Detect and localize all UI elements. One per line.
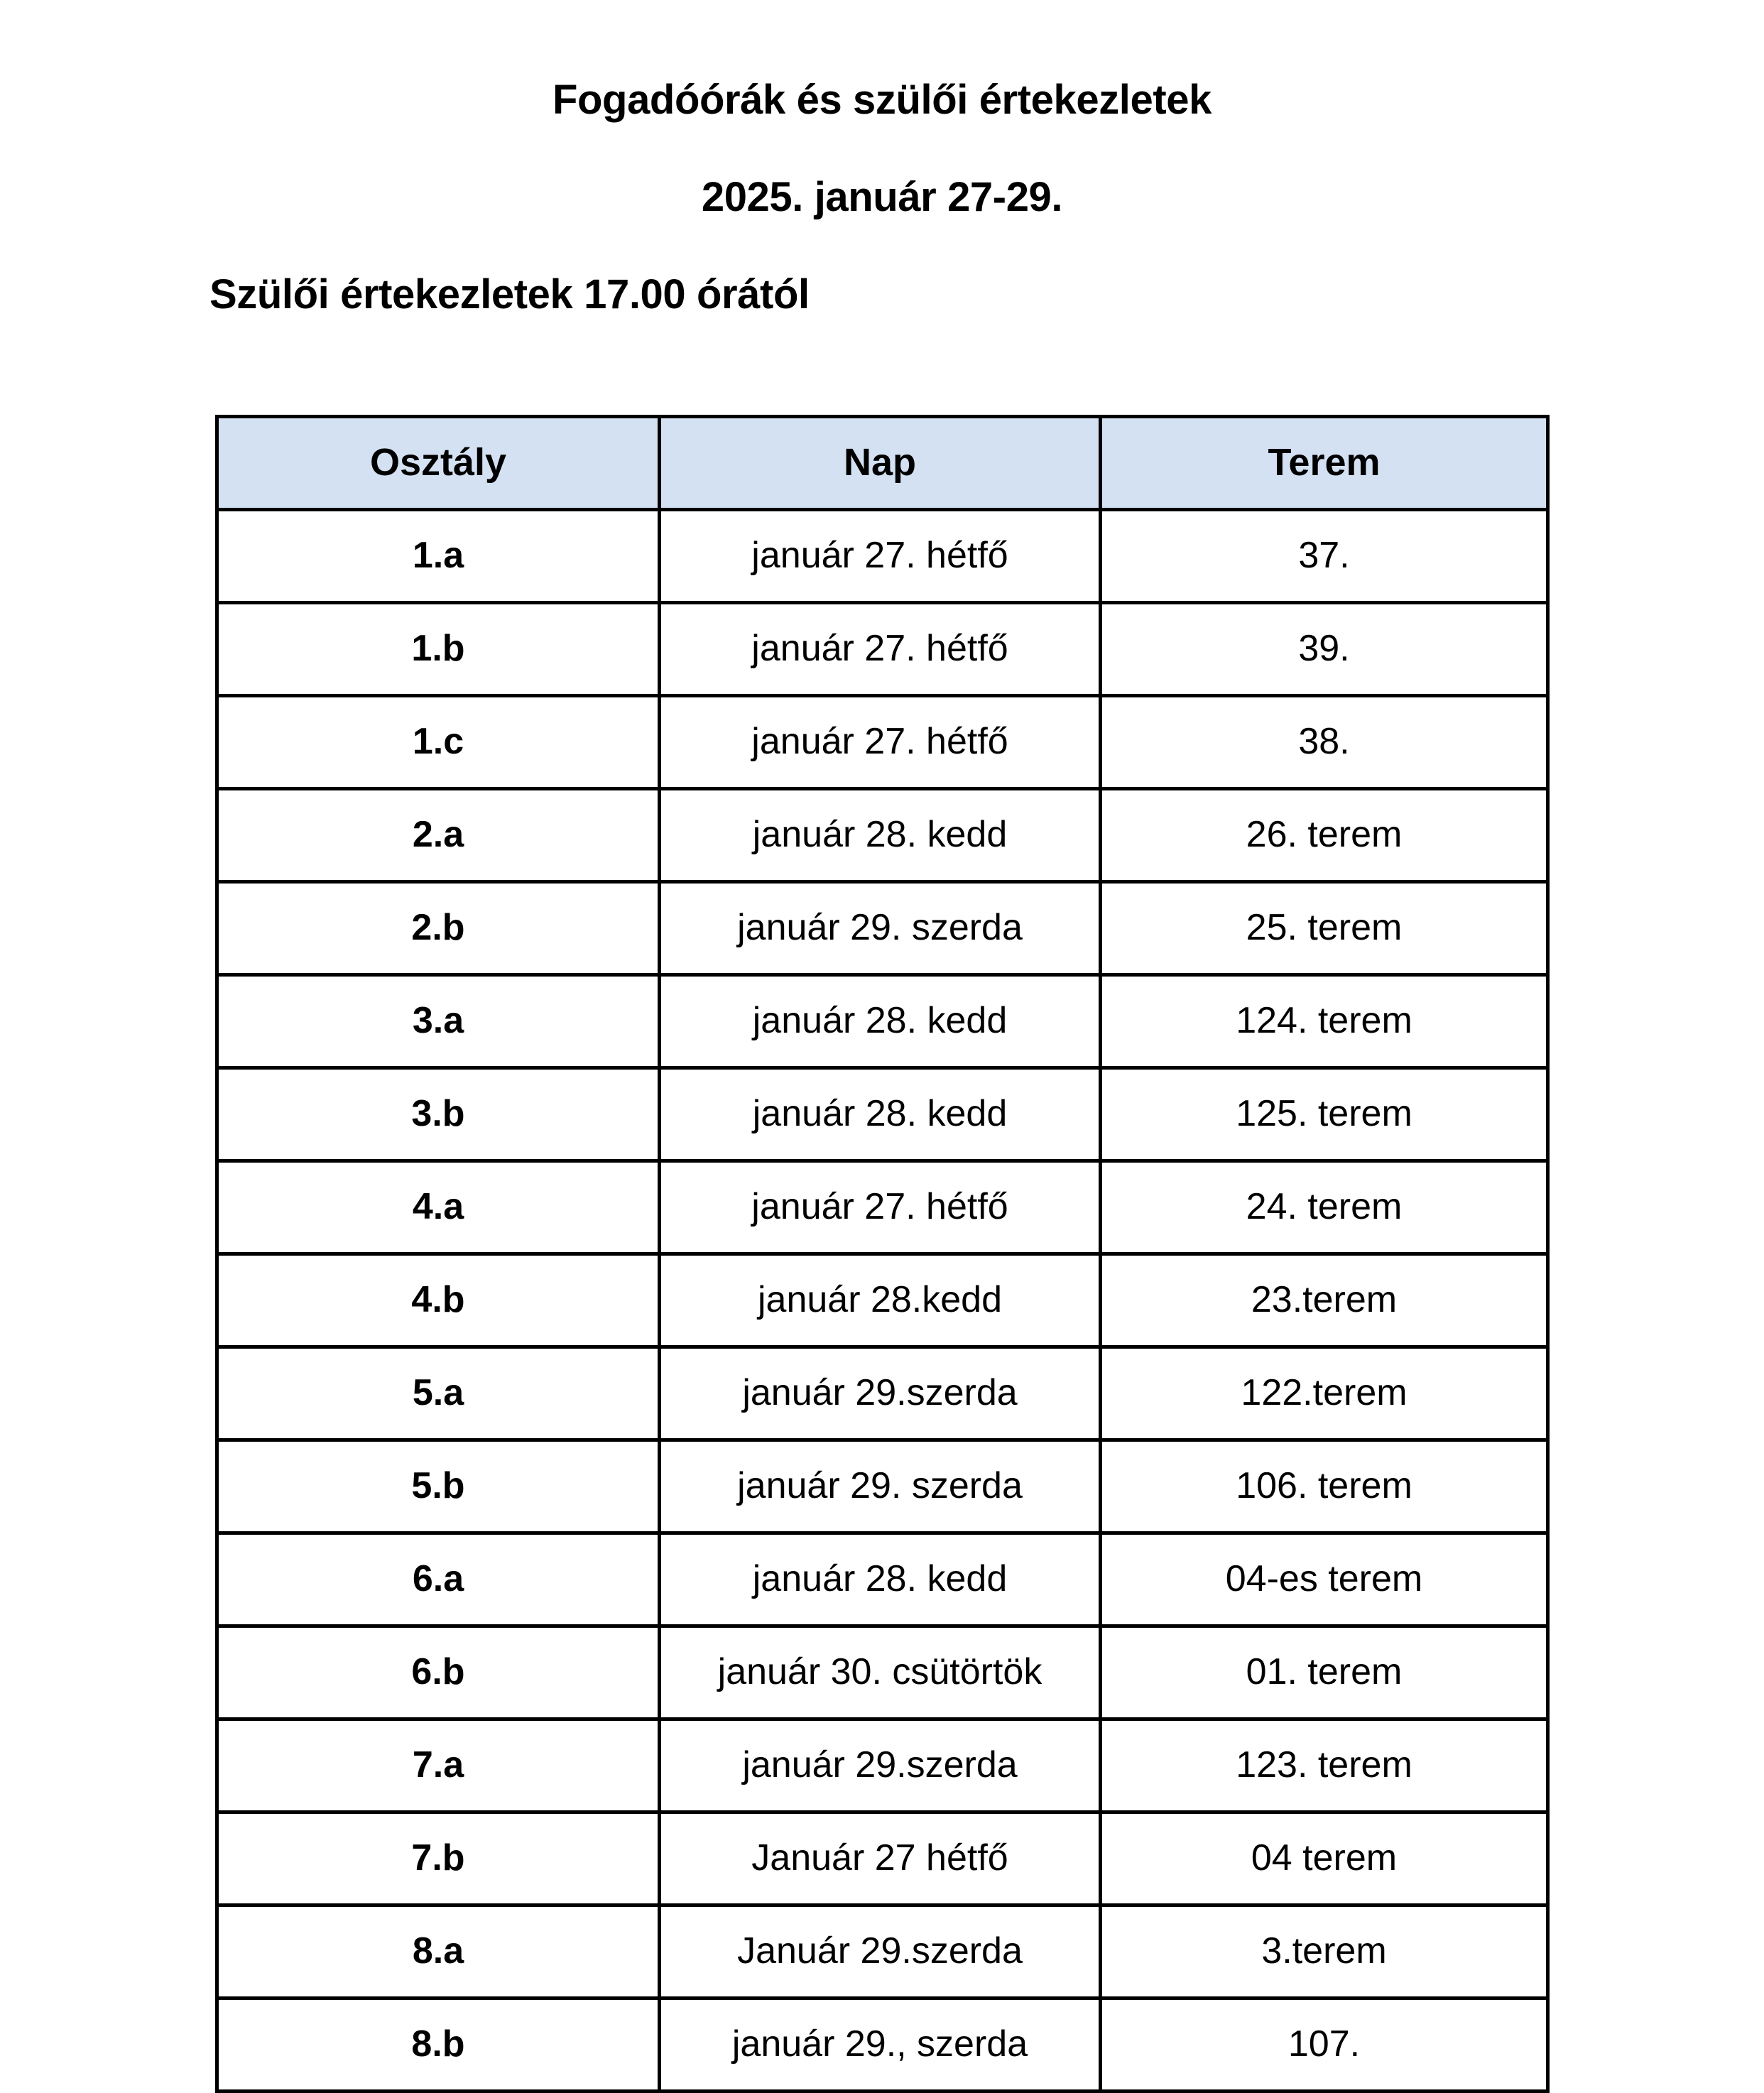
cell-osztaly: 7.a — [217, 1719, 660, 1812]
table-row — [217, 975, 1548, 1068]
cell-terem: 26. terem — [1101, 789, 1548, 882]
cell-terem: 01. terem — [1101, 1626, 1548, 1719]
cell-nap: január 28.kedd — [660, 1254, 1101, 1347]
cell-terem: 122.terem — [1101, 1347, 1548, 1440]
cell-nap: Január 29.szerda — [660, 1906, 1101, 1999]
cell-terem: 3.terem — [1101, 1906, 1548, 1999]
cell-terem: 38. — [1101, 696, 1548, 789]
cell-osztaly: 3.a — [217, 975, 660, 1068]
table-row — [217, 1068, 1548, 1161]
cell-osztaly: 6.b — [217, 1626, 660, 1719]
cell-nap: január 28. kedd — [660, 789, 1101, 882]
cell-osztaly: 2.b — [217, 882, 660, 975]
cell-osztaly: 6.a — [217, 1533, 660, 1626]
cell-terem: 107. — [1101, 1999, 1548, 2092]
section-heading: Szülői értekezletek 17.00 órától — [209, 271, 810, 317]
cell-terem: 25. terem — [1101, 882, 1548, 975]
cell-terem: 24. terem — [1101, 1161, 1548, 1254]
table-body — [217, 510, 1548, 2092]
cell-nap: január 27. hétfő — [660, 1161, 1101, 1254]
cell-nap: január 28. kedd — [660, 1068, 1101, 1161]
table-row — [217, 696, 1548, 789]
table-row — [217, 510, 1548, 603]
table-header — [217, 417, 1548, 510]
cell-nap: január 30. csütörtök — [660, 1626, 1101, 1719]
cell-nap: január 27. hétfő — [660, 696, 1101, 789]
table-row — [217, 603, 1548, 696]
cell-nap: január 27. hétfő — [660, 603, 1101, 696]
cell-nap: január 29., szerda — [660, 1999, 1101, 2092]
table-row — [217, 1533, 1548, 1626]
cell-osztaly: 7.b — [217, 1812, 660, 1906]
cell-osztaly: 8.a — [217, 1906, 660, 1999]
cell-osztaly: 1.b — [217, 603, 660, 696]
cell-osztaly: 5.b — [217, 1440, 660, 1533]
page-subtitle: 2025. január 27-29. — [701, 174, 1063, 220]
column-header-osztaly: Osztály — [217, 417, 660, 510]
cell-terem: 125. terem — [1101, 1068, 1548, 1161]
column-header-terem: Terem — [1101, 417, 1548, 510]
table-header-row — [217, 417, 1548, 510]
table-row — [217, 1719, 1548, 1812]
table-row — [217, 1254, 1548, 1347]
cell-nap: Január 27 hétfő — [660, 1812, 1101, 1906]
cell-terem: 04-es terem — [1101, 1533, 1548, 1626]
cell-nap: január 27. hétfő — [660, 510, 1101, 603]
table-row — [217, 1626, 1548, 1719]
cell-terem: 106. terem — [1101, 1440, 1548, 1533]
column-header-nap: Nap — [660, 417, 1101, 510]
cell-nap: január 29.szerda — [660, 1719, 1101, 1812]
cell-nap: január 28. kedd — [660, 1533, 1101, 1626]
schedule-table — [215, 415, 1550, 2093]
table-row — [217, 1812, 1548, 1906]
table-row — [217, 1347, 1548, 1440]
cell-osztaly: 4.a — [217, 1161, 660, 1254]
cell-osztaly: 1.c — [217, 696, 660, 789]
cell-osztaly: 2.a — [217, 789, 660, 882]
cell-nap: január 29. szerda — [660, 1440, 1101, 1533]
cell-terem: 124. terem — [1101, 975, 1548, 1068]
cell-terem: 123. terem — [1101, 1719, 1548, 1812]
table-row — [217, 1999, 1548, 2092]
table-row — [217, 1161, 1548, 1254]
table-row — [217, 882, 1548, 975]
cell-osztaly: 1.a — [217, 510, 660, 603]
cell-nap: január 28. kedd — [660, 975, 1101, 1068]
table-row — [217, 1906, 1548, 1999]
cell-terem: 04 terem — [1101, 1812, 1548, 1906]
cell-osztaly: 5.a — [217, 1347, 660, 1440]
cell-osztaly: 8.b — [217, 1999, 660, 2092]
cell-terem: 37. — [1101, 510, 1548, 603]
cell-nap: január 29.szerda — [660, 1347, 1101, 1440]
cell-nap: január 29. szerda — [660, 882, 1101, 975]
table-row — [217, 1440, 1548, 1533]
cell-osztaly: 3.b — [217, 1068, 660, 1161]
cell-osztaly: 4.b — [217, 1254, 660, 1347]
table-row — [217, 789, 1548, 882]
cell-terem: 39. — [1101, 603, 1548, 696]
page-title: Fogadóórák és szülői értekezletek — [552, 77, 1212, 123]
cell-terem: 23.terem — [1101, 1254, 1548, 1347]
